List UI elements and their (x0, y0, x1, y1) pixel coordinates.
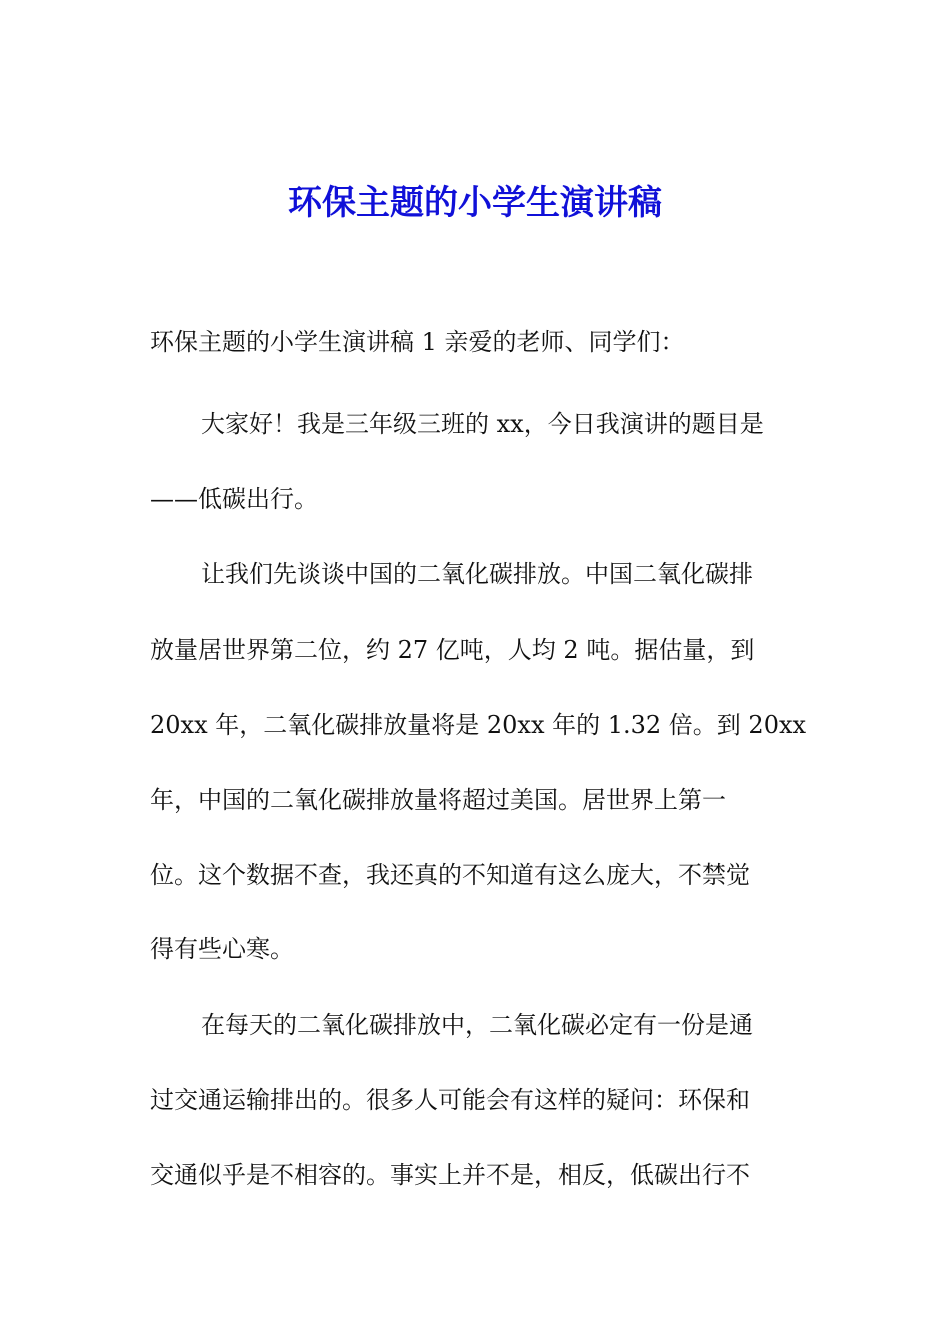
text-line: 交通似乎是不相容的。事实上并不是，相反，低碳出行不 (150, 1161, 750, 1189)
text-line: ——低碳出行。 (150, 485, 318, 513)
text-line: 放量居世界第二位，约 27 亿吨，人均 2 吨。据估量，到 (150, 636, 755, 664)
text-line: 环保主题的小学生演讲稿 1 亲爱的老师、同学们： (150, 328, 685, 356)
text-line: 年，中国的二氧化碳排放量将超过美国。居世界上第一 (150, 786, 726, 814)
text-line: 位。这个数据不查，我还真的不知道有这么庞大，不禁觉 (150, 861, 750, 889)
text-line: 让我们先谈谈中国的二氧化碳排放。中国二氧化碳排 (201, 560, 753, 588)
text-line: 过交通运输排出的。很多人可能会有这样的疑问：环保和 (150, 1086, 750, 1114)
text-line: 得有些心寒。 (150, 935, 294, 963)
document-title: 环保主题的小学生演讲稿 (288, 183, 662, 223)
text-line: 20xx 年，二氧化碳排放量将是 20xx 年的 1.32 倍。到 20xx (150, 711, 807, 739)
text-line: 大家好！我是三年级三班的 xx，今日我演讲的题目是 (201, 410, 764, 438)
text-line: 在每天的二氧化碳排放中，二氧化碳必定有一份是通 (201, 1011, 753, 1039)
